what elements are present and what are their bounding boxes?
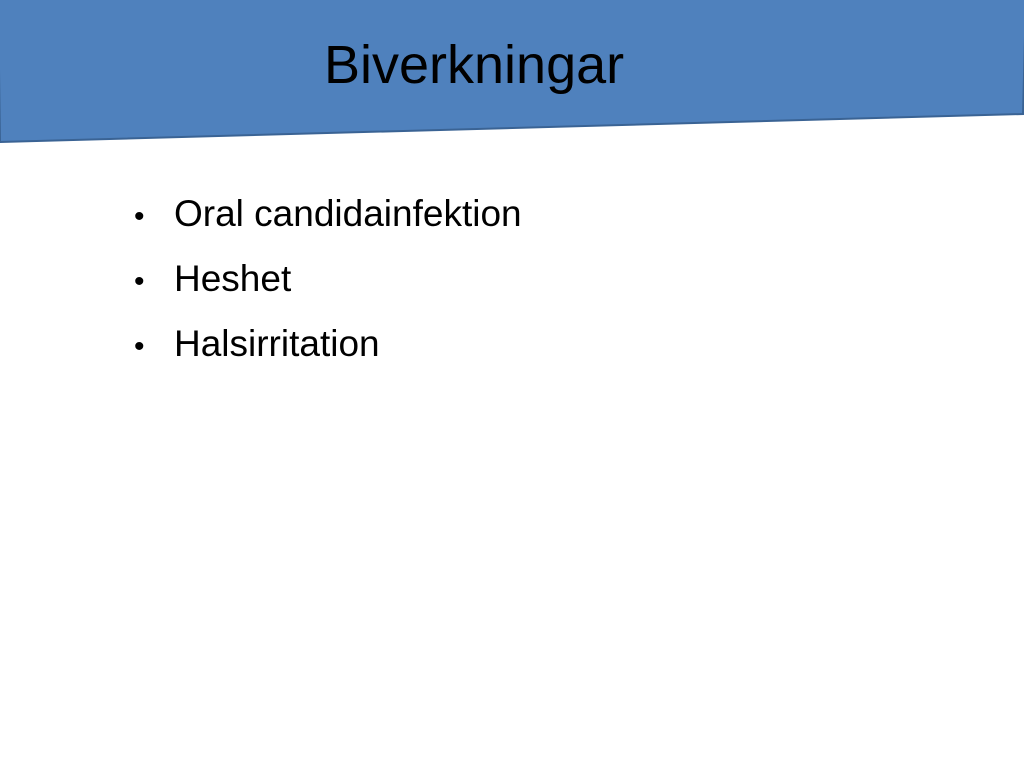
list-item xyxy=(134,253,522,318)
bullet-icon: • xyxy=(134,330,145,363)
bullet-text: Halsirritation xyxy=(174,323,380,364)
bullet-text: Heshet xyxy=(174,258,292,299)
bullet-text: Oral candidainfektion xyxy=(174,193,522,234)
bullet-icon: • xyxy=(134,265,145,298)
list-item xyxy=(134,318,522,383)
bullet-icon: • xyxy=(134,200,145,233)
slide-title: Biverkningar xyxy=(324,35,625,95)
bullet-list xyxy=(134,188,522,383)
list-item xyxy=(134,188,522,253)
